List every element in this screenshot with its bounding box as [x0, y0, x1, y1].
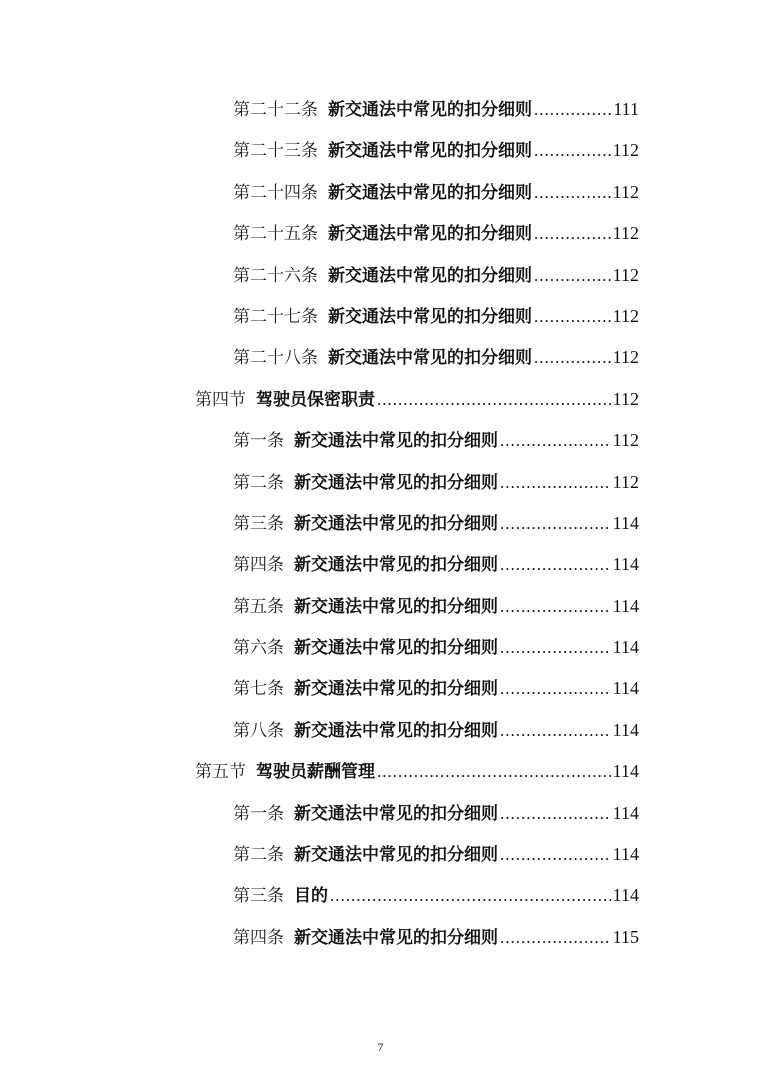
toc-entry-line: [233, 627, 639, 669]
toc-article-entry[interactable]: [0, 710, 761, 751]
toc-entry-number: 第四条: [233, 927, 284, 948]
toc-entry-page-number: 114: [612, 637, 639, 658]
toc-entry-line: [233, 255, 639, 297]
toc-entry-page-number: 114: [612, 554, 639, 575]
toc-entry-page-number: 111: [613, 99, 639, 119]
toc-entry-page-number: 114: [612, 885, 639, 906]
dot-leader: [377, 751, 611, 792]
toc-entry-line: [233, 586, 639, 628]
toc-article-entry[interactable]: [0, 420, 761, 461]
toc-entry-title: 新交通法中常见的扣分细则: [294, 927, 498, 948]
dot-leader: [534, 89, 611, 130]
toc-entry-line: [233, 917, 639, 959]
toc-entry-title: 新交通法中常见的扣分细则: [294, 596, 498, 617]
toc-entry-page-number: 115: [612, 926, 639, 947]
toc-entry-title: 新交通法中常见的扣分细则: [294, 555, 498, 576]
toc-article-entry[interactable]: [0, 213, 761, 254]
toc-entry-title: 新交通法中常见的扣分细则: [328, 224, 532, 245]
toc-article-entry[interactable]: [0, 89, 761, 130]
dot-leader: [500, 917, 611, 958]
toc-entry-title: 驾驶员薪酬管理: [256, 762, 375, 783]
dot-leader: [534, 172, 611, 213]
toc-entry-page-number: 112: [612, 430, 639, 451]
toc-entry-page-number: 114: [612, 844, 639, 865]
toc-entry-title: 新交通法中常见的扣分细则: [328, 141, 532, 162]
toc-entry-page-number: 112: [612, 181, 639, 202]
dot-leader: [500, 834, 611, 875]
toc-entry-number: 第二十七条: [233, 306, 318, 327]
toc-entry-page-number: 112: [612, 223, 639, 244]
toc-entry-page-number: 112: [612, 347, 639, 368]
toc-entry-title: 新交通法中常见的扣分细则: [294, 679, 498, 700]
toc-entry-title: 目的: [294, 886, 328, 907]
toc-entry-number: 第八条: [233, 720, 284, 741]
toc-entry-page-number: 112: [612, 264, 639, 285]
toc-entry-title: 新交通法中常见的扣分细则: [294, 845, 498, 866]
dot-leader: [534, 296, 611, 337]
toc-entry-line: [233, 172, 639, 214]
toc-entry-number: 第一条: [233, 431, 284, 452]
toc-entry-page-number: 114: [612, 719, 639, 740]
toc-entry-number: 第二十四条: [233, 182, 318, 203]
toc-entry-title: 新交通法中常见的扣分细则: [294, 431, 498, 452]
dot-leader: [500, 420, 611, 461]
dot-leader: [500, 544, 611, 585]
toc-entry-page-number: 114: [612, 678, 639, 699]
toc-article-entry[interactable]: [0, 834, 761, 875]
toc-article-entry[interactable]: [0, 296, 761, 337]
toc-entry-line: [233, 503, 639, 545]
toc-entry-title: 新交通法中常见的扣分细则: [294, 513, 498, 534]
toc-entry-number: 第三条: [233, 513, 284, 534]
toc-entry-line: [233, 834, 639, 876]
toc-entry-line: [195, 379, 639, 421]
toc-entry-title: 新交通法中常见的扣分细则: [328, 348, 532, 369]
dot-leader: [330, 875, 611, 916]
toc-article-entry[interactable]: [0, 627, 761, 668]
toc-entry-line: [233, 544, 639, 586]
toc-entry-page-number: 112: [612, 140, 639, 161]
toc-entry-line: [233, 710, 639, 752]
toc-entry-line: [233, 89, 639, 131]
toc-entry-line: [233, 130, 639, 172]
toc-entry-number: 第二十六条: [233, 265, 318, 286]
toc-entry-page-number: 112: [612, 388, 639, 409]
toc-section-entry[interactable]: [0, 751, 761, 792]
toc-article-entry[interactable]: [0, 544, 761, 585]
toc-entry-number: 第二条: [233, 845, 284, 866]
toc-entry-number: 第四条: [233, 555, 284, 576]
toc-entry-page-number: 114: [612, 802, 639, 823]
toc-entry-number: 第一条: [233, 803, 284, 824]
toc-entry-line: [233, 875, 639, 917]
toc-section-entry[interactable]: [0, 379, 761, 420]
toc-article-entry[interactable]: [0, 503, 761, 544]
toc-article-entry[interactable]: [0, 130, 761, 171]
toc-article-entry[interactable]: [0, 668, 761, 709]
toc-entry-number: 第三条: [233, 886, 284, 907]
dot-leader: [377, 379, 611, 420]
toc-entry-title: 新交通法中常见的扣分细则: [294, 803, 498, 824]
toc-article-entry[interactable]: [0, 917, 761, 958]
toc-entry-title: 新交通法中常见的扣分细则: [294, 638, 498, 659]
toc-entry-title: 新交通法中常见的扣分细则: [294, 720, 498, 741]
toc-entry-line: [233, 668, 639, 710]
toc-entry-line: [233, 337, 639, 379]
toc-entry-number: 第六条: [233, 638, 284, 659]
dot-leader: [534, 337, 611, 378]
toc-article-entry[interactable]: [0, 255, 761, 296]
toc-article-entry[interactable]: [0, 793, 761, 834]
toc-entry-title: 新交通法中常见的扣分细则: [328, 306, 532, 327]
page-number: 7: [377, 1040, 384, 1054]
toc-entry-line: [233, 420, 639, 462]
toc-entry-number: 第七条: [233, 679, 284, 700]
toc-entry-title: 新交通法中常见的扣分细则: [328, 182, 532, 203]
toc-article-entry[interactable]: [0, 337, 761, 378]
toc-entry-title: 新交通法中常见的扣分细则: [328, 100, 532, 120]
dot-leader: [534, 213, 611, 254]
dot-leader: [500, 586, 611, 627]
toc-entry-title: 新交通法中常见的扣分细则: [328, 265, 532, 286]
toc-entry-line: [233, 213, 639, 255]
toc-entry-number: 第二十三条: [233, 141, 318, 162]
toc-entry-line: [195, 751, 639, 793]
toc-entry-page-number: 114: [612, 761, 639, 782]
toc-entry-number: 第二十五条: [233, 224, 318, 245]
toc-entry-line: [233, 296, 639, 338]
table-of-contents: [0, 89, 761, 958]
toc-entry-line: [233, 793, 639, 835]
toc-article-entry[interactable]: [0, 586, 761, 627]
toc-entry-title: 新交通法中常见的扣分细则: [294, 472, 498, 493]
toc-article-entry[interactable]: [0, 462, 761, 503]
toc-entry-page-number: 112: [612, 305, 639, 326]
toc-article-entry[interactable]: [0, 875, 761, 916]
toc-entry-line: [233, 462, 639, 504]
toc-entry-number: 第二十八条: [233, 348, 318, 369]
toc-entry-number: 第五条: [233, 596, 284, 617]
dot-leader: [500, 503, 611, 544]
dot-leader: [534, 255, 611, 296]
toc-entry-number: 第二十二条: [233, 100, 318, 120]
toc-entry-number: 第五节: [195, 762, 246, 783]
toc-entry-page-number: 114: [612, 595, 639, 616]
toc-entry-page-number: 114: [612, 512, 639, 533]
dot-leader: [534, 130, 611, 171]
dot-leader: [500, 668, 611, 709]
toc-article-entry[interactable]: [0, 172, 761, 213]
toc-entry-page-number: 112: [612, 471, 639, 492]
dot-leader: [500, 462, 611, 503]
dot-leader: [500, 627, 611, 668]
toc-entry-number: 第二条: [233, 472, 284, 493]
dot-leader: [500, 793, 611, 834]
toc-entry-number: 第四节: [195, 389, 246, 410]
toc-entry-title: 驾驶员保密职责: [256, 389, 375, 410]
dot-leader: [500, 710, 611, 751]
